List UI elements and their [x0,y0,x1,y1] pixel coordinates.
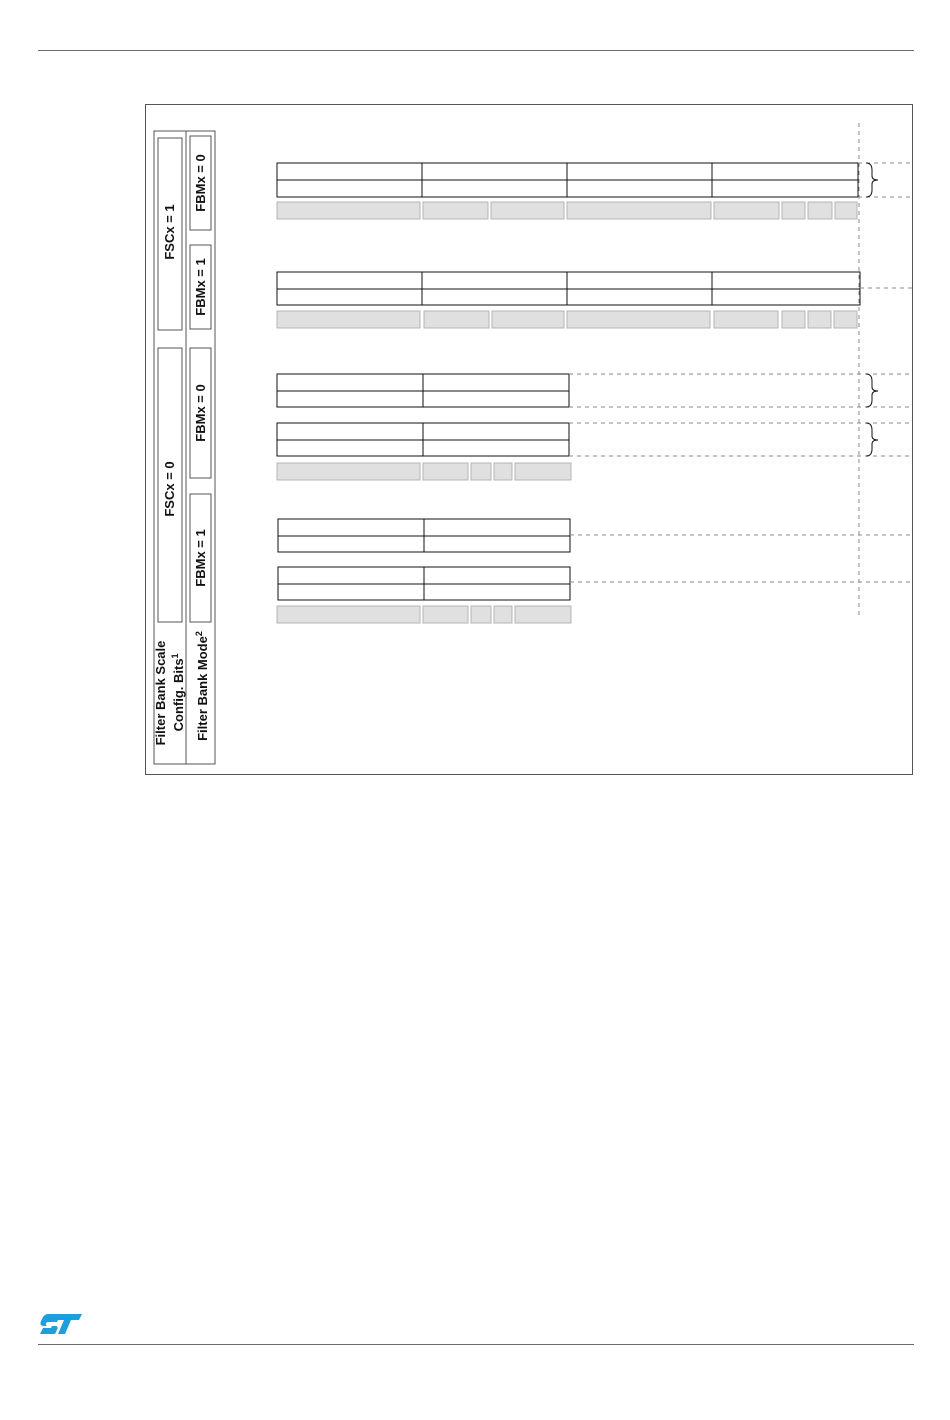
bit-field-row-1 [277,202,857,219]
mode-title-text: Filter Bank Mode [195,636,211,741]
bit-field-row-3 [277,463,571,480]
fbm-one-a-label: FBMx = 1 [193,258,208,316]
fsc-zero-label: FSCx = 0 [162,461,177,517]
register-block-4 [278,519,570,600]
scale-config-title [154,641,186,746]
bit-field-row-2 [277,311,857,328]
fbm-one-b-label: FBMx = 1 [193,529,208,587]
fbm-zero-b-label: FBMx = 0 [193,384,208,442]
brace-3a [866,374,878,407]
scale-title-line2: Config. Bits [171,658,187,732]
scale-title-footnote: 1 [169,653,180,659]
dashed-links-3 [569,374,913,456]
dashed-links-1 [858,163,913,197]
fsc-one-label: FSCx = 1 [162,204,177,260]
scale-title-line1: Filter Bank Scale [152,640,168,746]
brace-3b [866,423,878,456]
brace-1 [866,163,878,197]
mode-title [192,631,210,741]
register-block-1 [277,163,858,197]
mode-title-footnote: 2 [193,631,204,637]
fbm-zero-a-label: FBMx = 0 [193,154,208,212]
register-block-3 [277,374,569,456]
footer-rule [38,1344,914,1345]
bit-field-row-4 [277,606,571,623]
st-logo-icon [38,1312,84,1336]
dashed-links-4 [570,535,913,582]
register-block-2 [277,272,860,305]
